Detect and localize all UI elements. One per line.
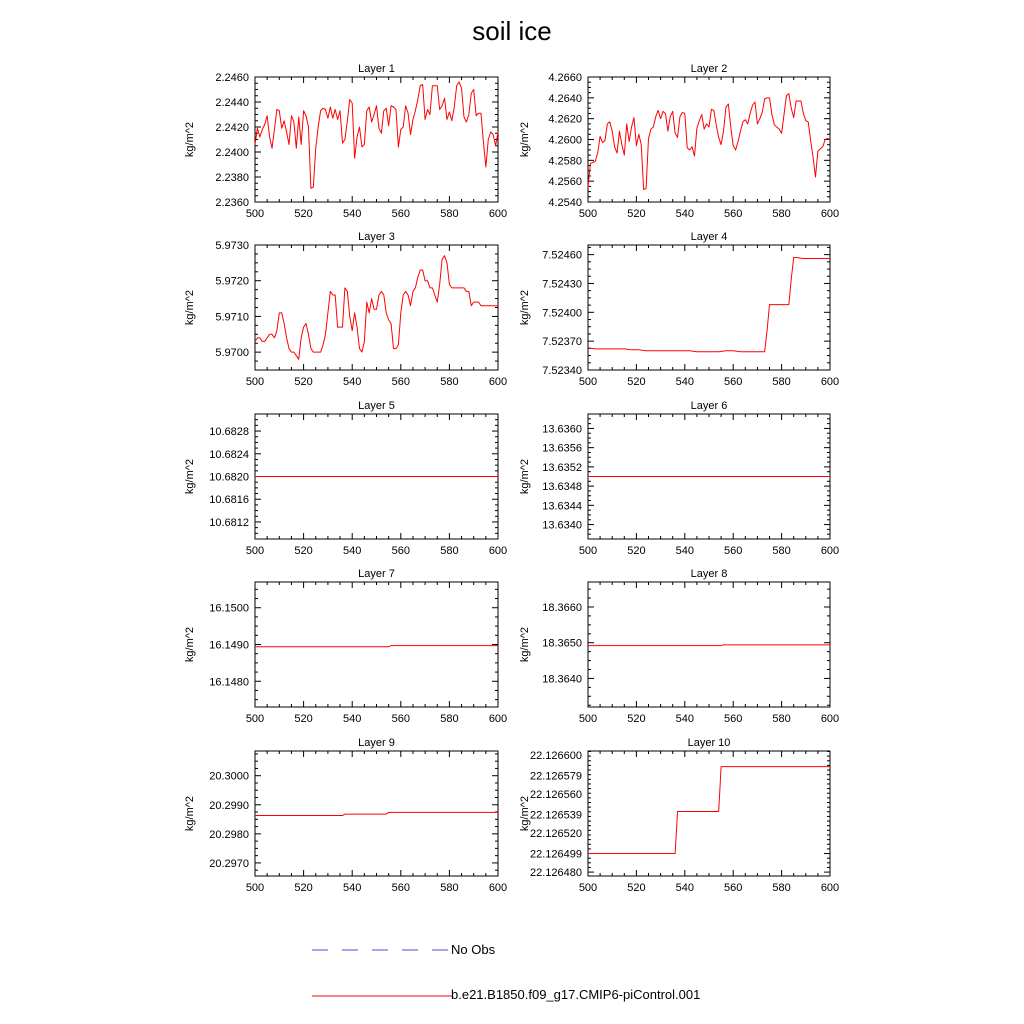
x-tick-label: 560 [724,882,743,894]
y-axis-label: kg/m^2 [184,289,196,326]
x-tick-label: 500 [245,208,265,220]
panel-title: Layer 7 [358,568,395,580]
x-tick-label: 520 [627,208,646,220]
x-tick-label: 560 [724,376,743,388]
y-tick-label: 13.6340 [542,519,582,532]
x-tick-label: 600 [488,208,508,220]
panel-8 [519,568,839,725]
y-tick-label: 5.9700 [215,347,249,360]
y-axis-label: kg/m^2 [184,795,196,832]
x-tick-label: 500 [245,545,265,557]
x-tick-label: 580 [440,713,459,725]
x-tick-label: 600 [488,376,508,388]
panel-4 [519,231,839,388]
y-tick-label: 2.2360 [215,197,249,209]
panel-title: Layer 10 [687,737,731,749]
x-tick-label: 520 [627,376,646,388]
y-tick-label: 5.9710 [215,311,249,324]
panel-title: Layer 8 [690,568,728,580]
x-tick-label: 540 [675,376,694,388]
y-tick-label: 2.2420 [215,122,249,134]
legend-model-line [312,991,452,1001]
x-tick-label: 580 [772,208,791,220]
y-axis-label: kg/m^2 [184,458,196,495]
x-tick-label: 560 [391,713,410,725]
y-tick-label: 22.126539 [530,809,582,822]
x-tick-label: 520 [627,882,646,894]
x-tick-label: 600 [820,376,840,388]
x-tick-label: 600 [488,882,508,894]
y-tick-label: 4.2640 [548,92,582,105]
x-tick-label: 540 [343,545,362,557]
panel-title: Layer 1 [358,63,395,75]
x-tick-label: 500 [245,882,265,894]
x-tick-label: 560 [724,713,743,725]
legend-label-no-obs: No Obs [451,942,496,957]
y-tick-label: 4.2660 [548,72,582,84]
x-tick-label: 500 [245,713,265,725]
y-tick-label: 13.6344 [542,500,582,513]
y-tick-label: 13.6348 [542,481,582,494]
x-tick-label: 540 [675,713,694,725]
plot-frame [255,582,498,707]
x-tick-label: 600 [488,545,508,557]
x-tick-label: 540 [343,882,362,894]
panel-title: Layer 4 [690,231,728,243]
y-tick-label: 7.52370 [542,336,582,349]
x-tick-label: 500 [578,208,598,220]
y-tick-label: 7.52400 [542,307,582,320]
y-axis-label: kg/m^2 [519,458,531,495]
x-tick-label: 580 [772,376,791,388]
x-tick-label: 600 [820,713,840,725]
x-tick-label: 500 [245,376,265,388]
y-axis-label: kg/m^2 [184,121,196,158]
x-tick-label: 600 [820,882,840,894]
series-line [255,256,498,360]
x-tick-label: 600 [820,545,840,557]
panel-9 [184,737,507,894]
series-line [588,258,830,352]
panel-5 [184,400,507,557]
x-tick-label: 580 [772,713,791,725]
panel-7 [184,568,507,725]
series-line [255,812,498,815]
y-tick-label: 4.2600 [548,134,582,147]
panel-title: Layer 6 [690,400,728,412]
y-tick-label: 22.126499 [530,848,582,861]
panel-3 [184,231,507,388]
x-tick-label: 520 [627,545,646,557]
y-tick-label: 13.6352 [542,461,582,474]
y-axis-label: kg/m^2 [519,795,531,832]
y-tick-label: 13.6356 [542,442,582,455]
y-tick-label: 4.2620 [548,113,582,126]
y-tick-label: 4.2580 [548,155,582,168]
y-tick-label: 22.126579 [530,770,582,783]
y-tick-label: 10.6824 [209,448,249,461]
panel-1 [184,63,507,220]
x-tick-label: 560 [724,208,743,220]
x-tick-label: 580 [440,208,459,220]
x-tick-label: 500 [578,713,598,725]
figure-title: soil ice [472,16,552,46]
x-tick-label: 580 [772,545,791,557]
series-line [255,82,498,188]
y-tick-label: 18.3640 [542,673,582,686]
panel-title: Layer 2 [690,63,728,75]
x-tick-label: 540 [343,208,362,220]
y-tick-label: 16.1490 [209,639,249,652]
series-line [588,94,830,190]
x-tick-label: 540 [675,545,694,557]
x-tick-label: 540 [343,376,362,388]
series-line [588,767,830,854]
series-line [588,645,830,646]
x-tick-label: 560 [391,545,410,557]
y-tick-label: 20.2990 [209,799,249,812]
y-axis-label: kg/m^2 [184,626,196,663]
plot-frame [588,751,830,876]
y-axis-label: kg/m^2 [519,289,531,326]
x-tick-label: 500 [578,882,598,894]
x-tick-label: 520 [294,545,313,557]
y-tick-label: 16.1500 [209,602,249,615]
panel-title: Layer 5 [358,400,395,412]
y-tick-label: 22.126600 [530,749,582,762]
y-tick-label: 20.3000 [209,770,249,783]
panel-2 [519,63,839,220]
x-tick-label: 580 [440,882,459,894]
x-tick-label: 560 [391,376,410,388]
x-tick-label: 520 [294,713,313,725]
x-tick-label: 600 [488,713,508,725]
y-tick-label: 2.2440 [215,97,249,109]
y-tick-label: 22.126560 [530,788,582,801]
panel-title: Layer 9 [358,737,395,749]
x-tick-label: 520 [294,208,313,220]
x-tick-label: 500 [578,376,598,388]
series-line [255,646,498,647]
x-tick-label: 540 [675,882,694,894]
legend-label-model: b.e21.B1850.f09_g17.CMIP6-piControl.001 [451,987,701,1002]
x-tick-label: 500 [578,545,598,557]
y-tick-label: 4.2540 [548,197,582,209]
y-tick-label: 7.52430 [542,278,582,291]
x-tick-label: 540 [675,208,694,220]
y-axis-label: kg/m^2 [519,626,531,663]
x-tick-label: 540 [343,713,362,725]
y-tick-label: 2.2380 [215,172,249,184]
x-tick-label: 580 [772,882,791,894]
y-tick-label: 18.3660 [542,602,582,614]
x-tick-label: 560 [391,208,410,220]
y-tick-label: 7.52340 [542,365,582,377]
y-tick-label: 13.6360 [542,423,582,436]
y-tick-label: 2.2460 [215,72,249,84]
y-tick-label: 20.2970 [209,857,249,870]
x-tick-label: 520 [627,713,646,725]
y-tick-label: 5.9720 [215,275,249,288]
y-axis-label: kg/m^2 [519,121,531,158]
plot-frame [255,751,498,876]
y-tick-label: 22.126480 [530,867,582,880]
x-tick-label: 520 [294,376,313,388]
x-tick-label: 520 [294,882,313,894]
x-tick-label: 600 [820,208,840,220]
x-tick-label: 580 [440,545,459,557]
y-tick-label: 7.52460 [542,249,582,262]
plot-frame [255,77,498,202]
y-tick-label: 10.6828 [209,426,249,439]
y-tick-label: 20.2980 [209,828,249,841]
panel-title: Layer 3 [358,231,395,243]
x-tick-label: 580 [440,376,459,388]
y-tick-label: 10.6816 [209,494,249,507]
y-tick-label: 5.9730 [215,240,249,252]
panel-10 [519,737,839,894]
y-tick-label: 4.2560 [548,176,582,189]
panel-6 [519,400,839,557]
legend-no-obs-line [312,945,452,955]
x-tick-label: 560 [724,545,743,557]
y-tick-label: 22.126520 [530,828,582,841]
plot-frame [588,77,830,202]
y-tick-label: 16.1480 [209,676,249,689]
y-tick-label: 10.6820 [209,471,249,484]
x-tick-label: 560 [391,882,410,894]
y-tick-label: 18.3650 [542,637,582,650]
y-tick-label: 10.6812 [209,516,249,529]
y-tick-label: 2.2400 [215,147,249,159]
